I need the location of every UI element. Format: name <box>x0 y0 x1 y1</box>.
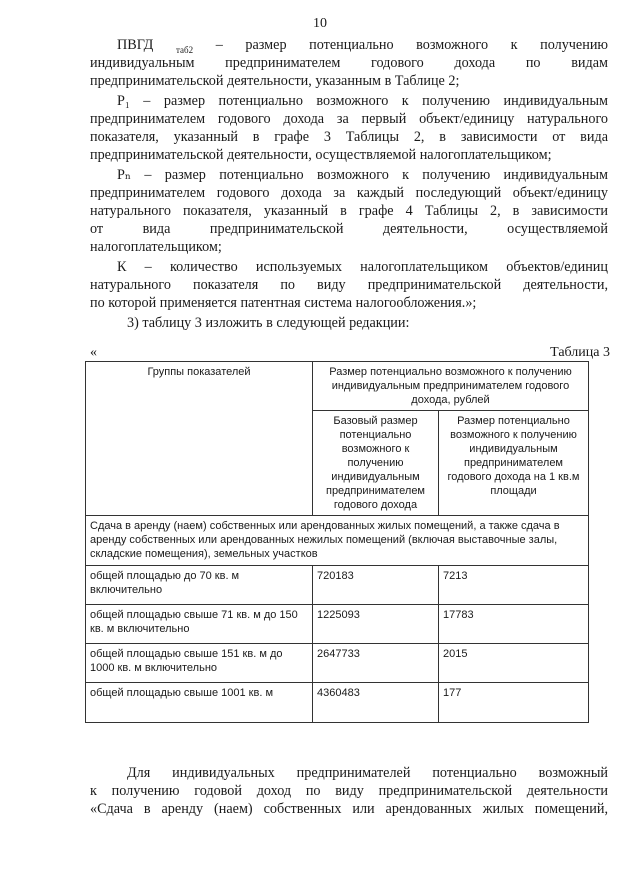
paragraph-p1-line2: предпринимателем годового дохода за первый объект/единицу натурального <box>90 111 608 127</box>
col-header-per-sqm: Размер потенциально возможного к получению индивидуальным предпринимателем годового дохода на 1 кв.м площади <box>439 411 589 516</box>
paragraph-pvgd: ПВГД $_{таб2}$ – размер потенциально возможного к получению <box>117 37 609 55</box>
bottom-paragraph-line3: «Сдача в аренду (наем) собственных или арендованных жилых помещений, <box>90 801 608 817</box>
paragraph-table3-intro: 3) таблицу 3 изложить в следующей редакции: <box>127 315 410 331</box>
paragraph-k-line3: по которой применяется патентная система налогообложения.»; <box>90 295 477 311</box>
table-caption: Таблица 3 <box>550 345 610 360</box>
table-row <box>86 683 589 723</box>
row-per-sqm-value: 2015 <box>439 644 589 683</box>
paragraph-pn: Pₙ – размер потенциально возможного к получению индивидуальным <box>117 167 608 183</box>
paragraph-pvgd-line3: предпринимательской деятельности, указанным в Таблице 2; <box>90 73 460 89</box>
bottom-paragraph: Для индивидуальных предпринимателей потенциально возможный <box>127 765 608 781</box>
col-header-groups: Группы показателей <box>86 362 313 516</box>
paragraph-pvgd-line2: индивидуальным предпринимателем годового дохода по видам <box>90 55 608 71</box>
section-title: Сдача в аренду (наем) собственных или арендованных жилых помещений, а также сдача в аренду собственных или арендованных нежилых помещений (включая выставочные залы, складские помещения), земельных участков <box>86 516 589 566</box>
row-base-value: 4360483 <box>313 683 439 723</box>
row-base-value: 720183 <box>313 566 439 605</box>
paragraph-p1-line3: показателя, указанный в графе 3 Таблицы 2, в зависимости от вида <box>90 129 608 145</box>
page-number: 10 <box>313 16 327 31</box>
row-label: общей площадью свыше 1001 кв. м <box>86 683 313 723</box>
row-per-sqm-value: 17783 <box>439 605 589 644</box>
table-row <box>86 644 589 683</box>
table-row <box>86 566 589 605</box>
row-label: общей площадью до 70 кв. м включительно <box>86 566 313 605</box>
row-per-sqm-value: 177 <box>439 683 589 723</box>
paragraph-pn-line3: натурального показателя, указанный в графе 4 Таблицы 2, в зависимости <box>90 203 608 219</box>
col-header-base-size: Базовый размер потенциально возможного к получению индивидуальным предпринимателем годового дохода <box>313 411 439 516</box>
table-3 <box>85 361 589 723</box>
paragraph-k-line2: натурального показателя по виду предпринимательской деятельности, <box>90 277 608 293</box>
bottom-paragraph-line2: к получению годовой доход по виду предпринимательской деятельности <box>90 783 608 799</box>
paragraph-k: К – количество используемых налогоплательщиком объектов/единиц <box>117 259 608 275</box>
paragraph-pn-line5: налогоплательщиком; <box>90 239 222 255</box>
paragraph-pn-line2: предпринимателем годового дохода за каждый последующий объект/единицу <box>90 185 608 201</box>
row-per-sqm-value: 7213 <box>439 566 589 605</box>
row-label: общей площадью свыше 71 кв. м до 150 кв. м включительно <box>86 605 313 644</box>
table-row <box>86 605 589 644</box>
row-base-value: 2647733 <box>313 644 439 683</box>
paragraph-p1-line4: предпринимательской деятельности, осуществляемой налогоплательщиком; <box>90 147 552 163</box>
paragraph-p1: P₁ – размер потенциально возможного к получению индивидуальным <box>117 93 608 109</box>
row-label: общей площадью свыше 151 кв. м до 1000 кв. м включительно <box>86 644 313 683</box>
paragraph-pn-line4: от вида предпринимательской деятельности, осуществляемой <box>90 221 608 237</box>
col-header-income-group: Размер потенциально возможного к получению индивидуальным предпринимателем годового дохода, рублей <box>313 362 589 411</box>
open-quote: « <box>90 345 97 360</box>
row-base-value: 1225093 <box>313 605 439 644</box>
